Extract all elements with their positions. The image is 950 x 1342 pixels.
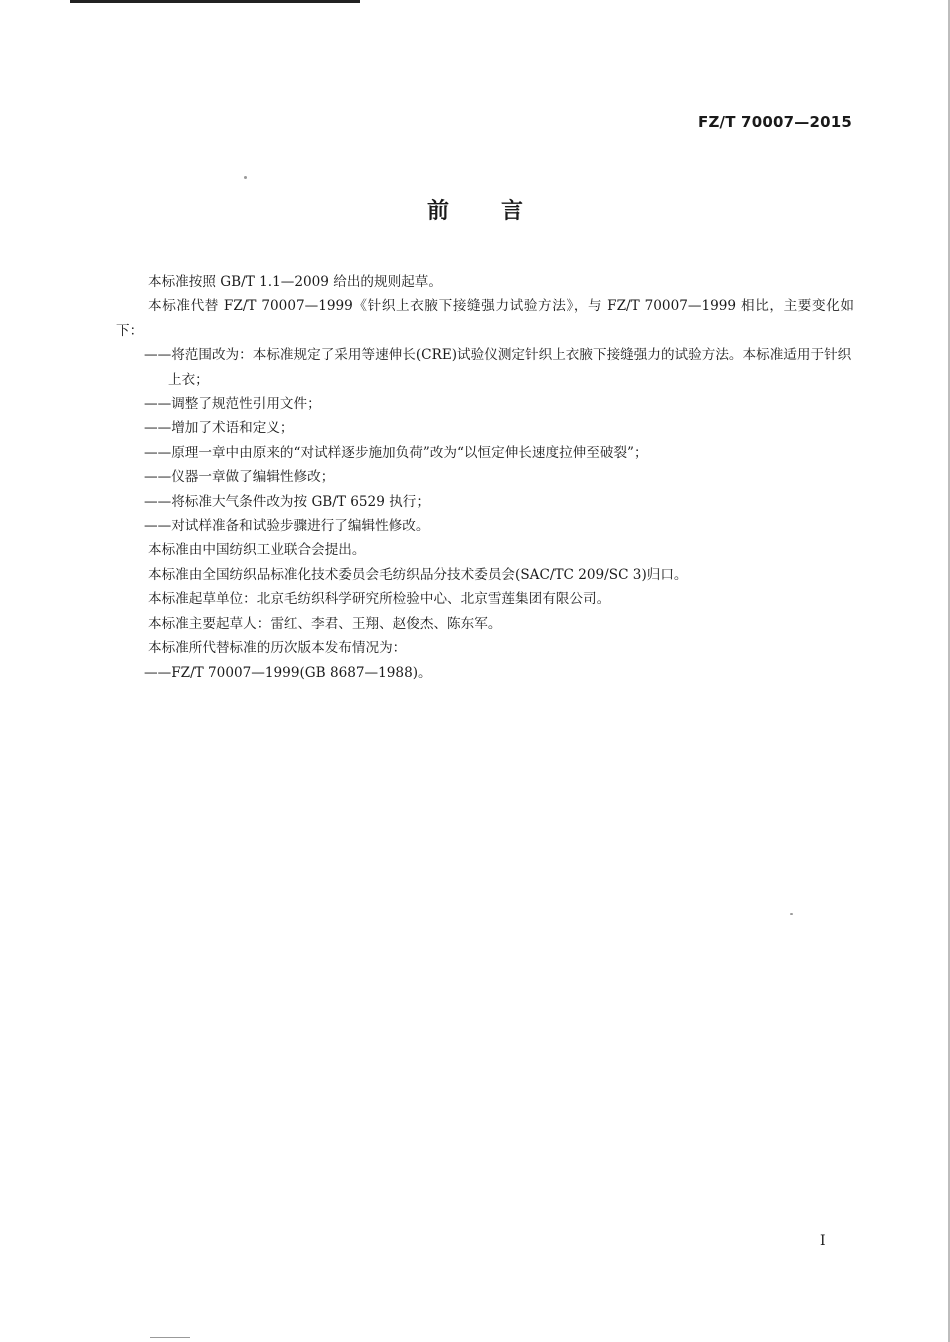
- paragraph-replaces: 本标准代替 FZ/T 70007—1999《针织上衣腋下接缝强力试验方法》，与 FZ/T 70007—1999 相比，主要变化如下：: [116, 298, 854, 339]
- change-item: ——对试样准备和试验步骤进行了编辑性修改。: [144, 518, 430, 535]
- page-title: [0, 194, 950, 225]
- paragraph-drafting-rules: 本标准按照 GB/T 1.1—2009 给出的规则起草。: [148, 274, 442, 290]
- change-item: ——调整了规范性引用文件；: [144, 396, 321, 413]
- paragraph-history-intro: 本标准所代替标准的历次版本发布情况为：: [148, 640, 407, 657]
- top-rule: [70, 0, 360, 3]
- scan-speck: [150, 1337, 190, 1338]
- foreword-body: [116, 270, 854, 685]
- standard-code: FZ/T 70007—2015: [698, 113, 852, 131]
- page-number: I: [820, 1233, 826, 1249]
- paragraph-proposed-by: 本标准由中国纺织工业联合会提出。: [148, 542, 366, 559]
- change-item: ——原理一章中由原来的“对试样逐步施加负荷”改为“以恒定伸长速度拉伸至破裂”；: [144, 444, 648, 461]
- change-item: ——将标准大气条件改为按 GB/T 6529 执行；: [144, 493, 430, 510]
- title-char-1: 前: [426, 199, 449, 224]
- paragraph-drafting-units: 本标准起草单位：北京毛纺织科学研究所检验中心、北京雪莲集团有限公司。: [148, 591, 611, 608]
- scan-speck: [790, 913, 793, 915]
- scan-speck: [244, 176, 247, 179]
- history-item: ——FZ/T 70007—1999(GB 8687—1988)。: [144, 664, 432, 681]
- paragraph-centralized-by: 本标准由全国纺织品标准化技术委员会毛纺织品分技术委员会(SAC/TC 209/SC 3)归口。: [148, 566, 688, 583]
- change-item: ——增加了术语和定义；: [144, 420, 294, 437]
- title-char-2: 言: [501, 199, 524, 224]
- change-item: ——将范围改为：本标准规定了采用等速伸长(CRE)试验仪测定针织上衣腋下接缝强力的试验方法。本标准适用于针织上衣；: [144, 347, 852, 388]
- change-item: ——仪器一章做了编辑性修改；: [144, 469, 335, 486]
- paragraph-drafters: 本标准主要起草人：雷红、李君、王翔、赵俊杰、陈东军。: [148, 615, 502, 632]
